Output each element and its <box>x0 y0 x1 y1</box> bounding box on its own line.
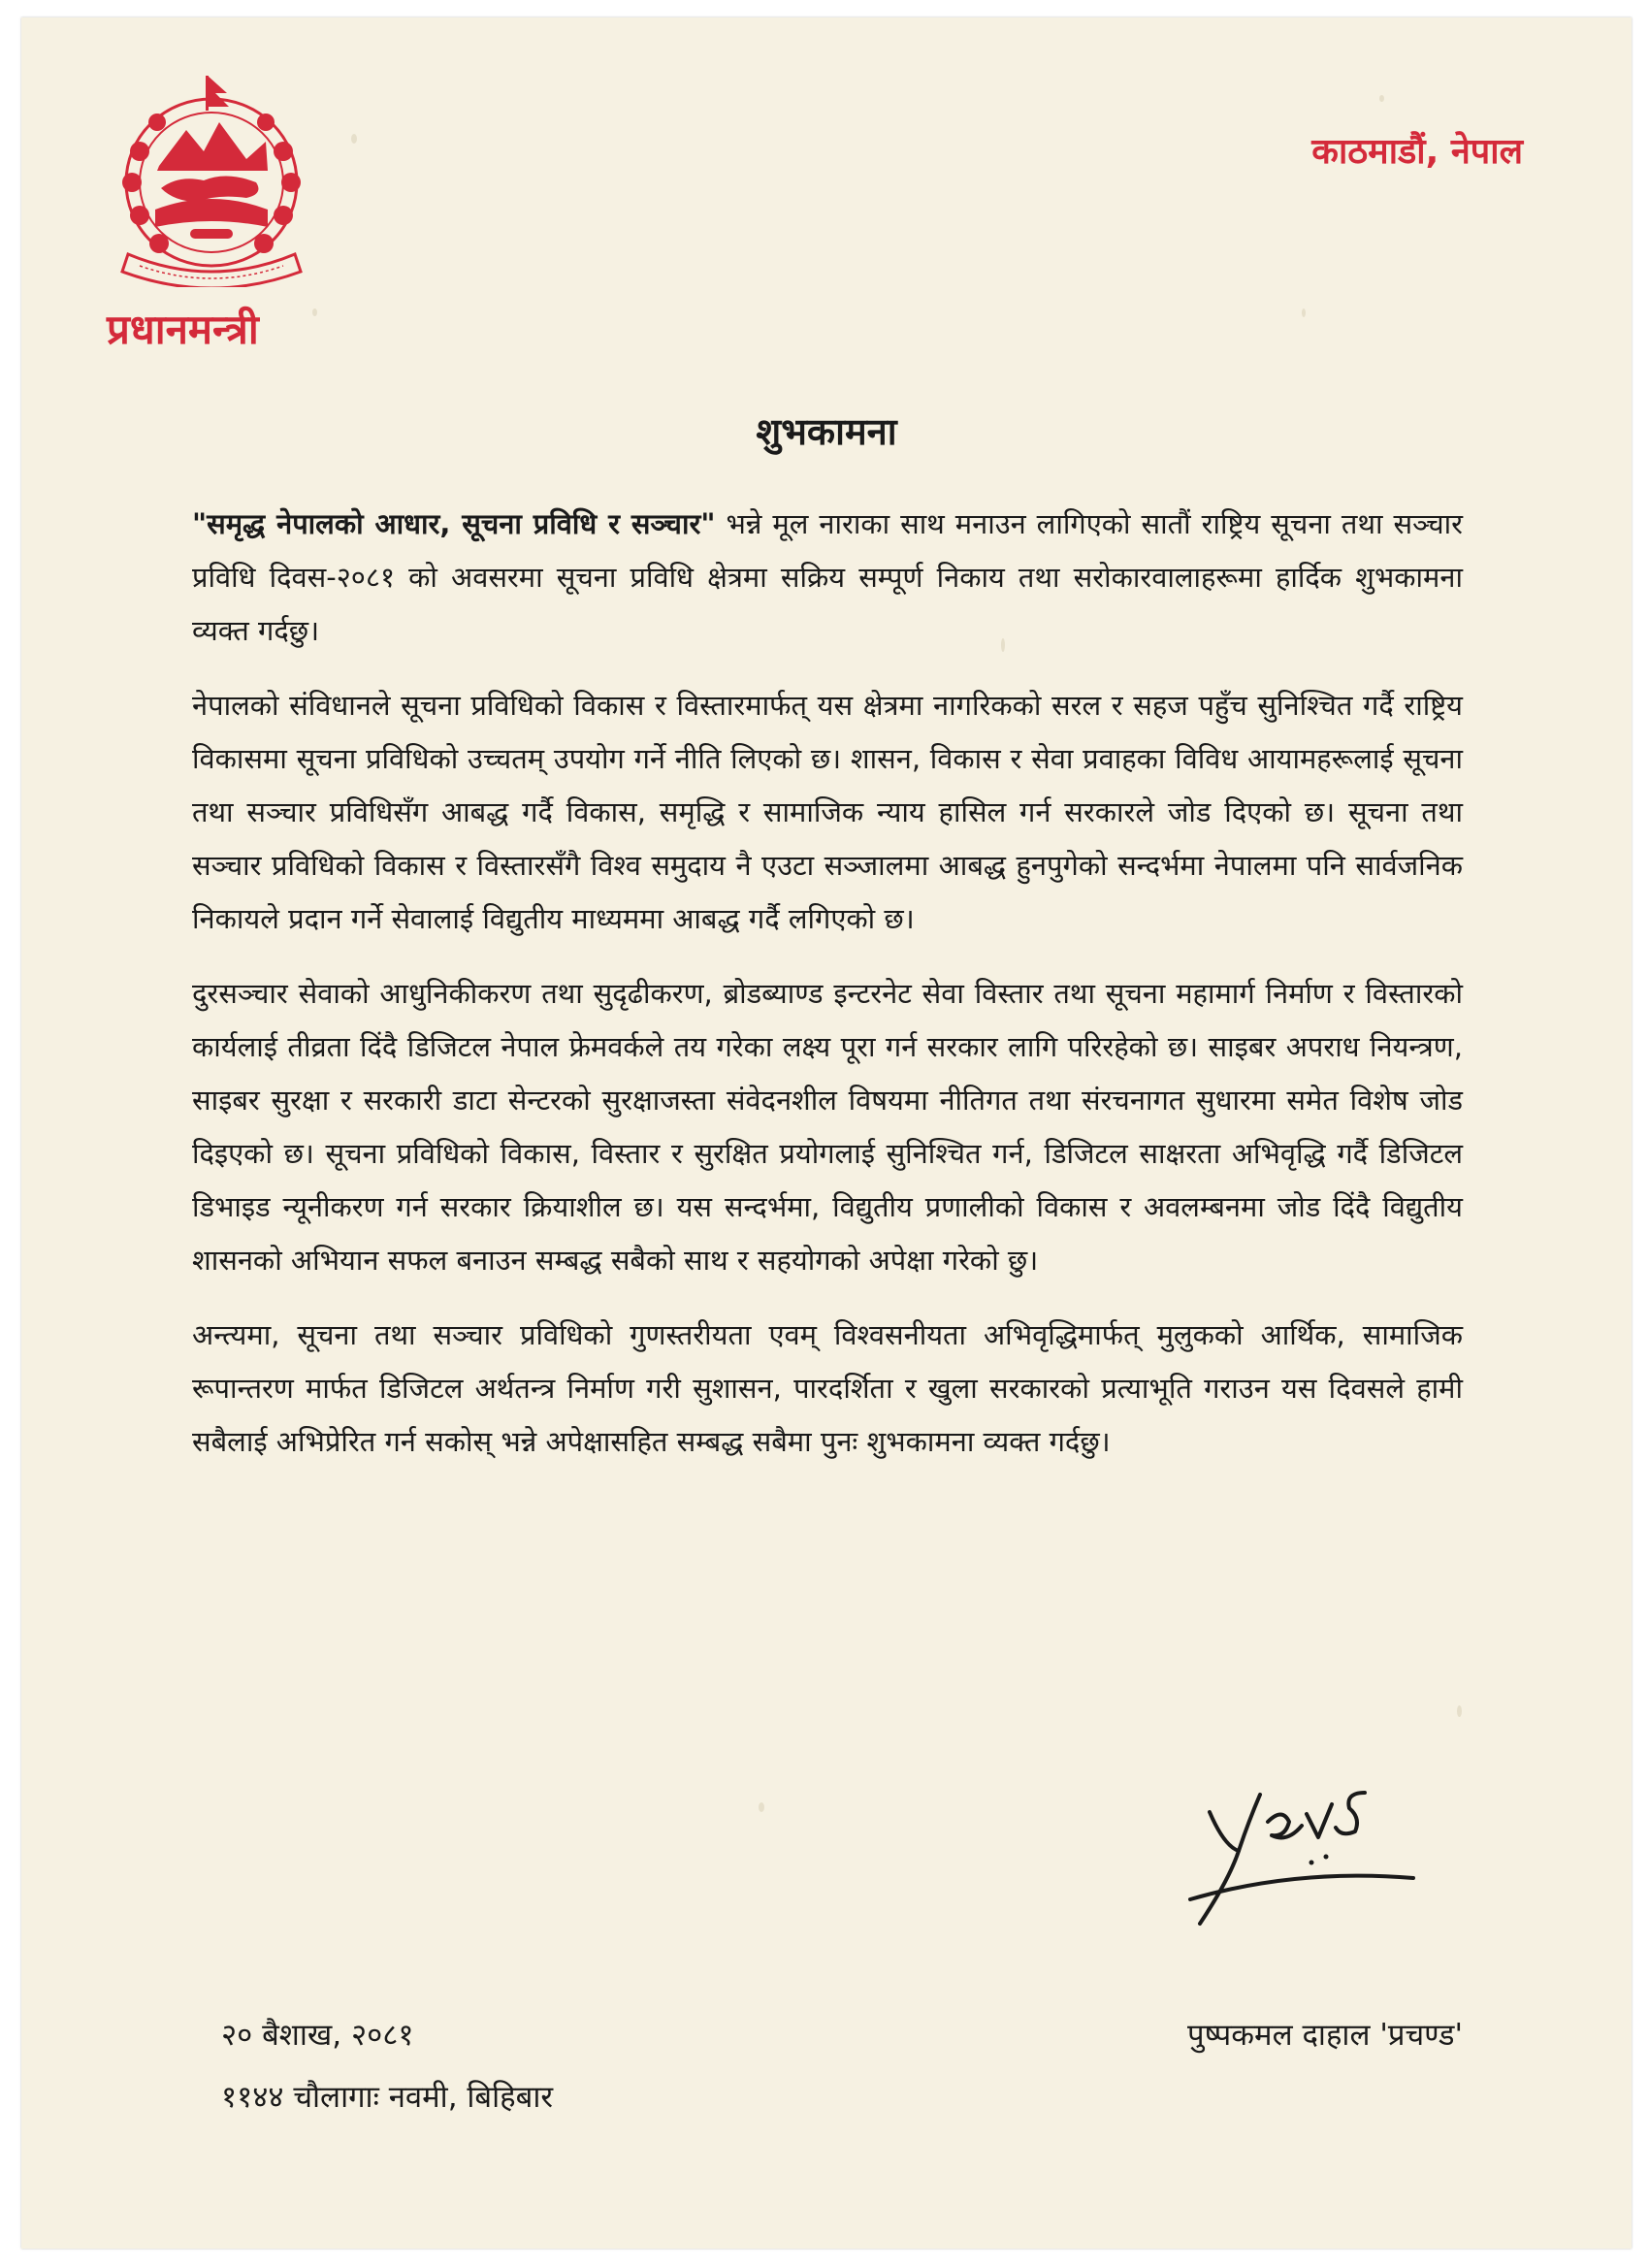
office-title: प्रधानमन्त्री <box>107 306 259 353</box>
paper-fleck <box>759 1802 764 1812</box>
nepal-emblem-icon <box>111 74 312 287</box>
letter-paragraph <box>192 498 1463 658</box>
letter-paragraph <box>192 679 1463 946</box>
letter-paragraph <box>192 1309 1463 1469</box>
paper-fleck <box>312 308 317 316</box>
paper-fleck <box>1457 1705 1462 1717</box>
letter-date-block <box>221 2004 553 2128</box>
campaign-slogan: "समृद्ध नेपालको आधार, सूचना प्रविधि र सञ्चार" <box>192 507 716 540</box>
paper-fleck <box>1379 95 1384 102</box>
paragraph-text: भन्ने मूल नाराका साथ मनाउन लागिएको सातौं राष्ट्रिय सूचना तथा सञ्चार प्रविधि दिवस-२०८१ को अवसरमा सूचना प्रविधि क्षेत्रमा सक्रिय सम्पूर्ण निकाय तथा सरोकारवालाहरूमा हार्दिक शुभकामना व्यक्त गर्दछु। <box>192 507 1463 647</box>
paper-fleck <box>1302 308 1306 317</box>
letter-body <box>192 498 1463 1490</box>
date-nepal-sambat: ११४४ चौलागाः नवमी, बिहिबार <box>221 2080 554 2115</box>
letter-heading: शुभकामना <box>756 410 897 453</box>
paragraph-text: नेपालको संविधानले सूचना प्रविधिको विकास र विस्तारमार्फत् यस क्षेत्रमा नागरिकको सरल र सहज पहुँच सुनिश्चित गर्दै राष्ट्रिय विकासमा सूचना प्रविधिको उच्चतम् उपयोग गर्ने नीति लिएको छ। शासन, विकास र सेवा प्रवाहका विविध आयामहरूलाई सूचना तथा सञ्चार प्रविधिसँग आबद्ध गर्दै विकास, समृद्धि र सामाजिक न्याय हासिल गर्न सरकारले जोड दिएको छ। सूचना तथा सञ्चार प्रविधिको विकास र विस्तारसँगै विश्व समुदाय नै एउटा सञ्जालमा आबद्ध हुनपुगेको सन्दर्भमा नेपालमा पनि सार्वजनिक निकायले प्रदान गर्ने सेवालाई विद्युतीय माध्यममा आबद्ध गर्दै लगिएको छ। <box>192 689 1463 935</box>
paragraph-text: दुरसञ्चार सेवाको आधुनिकीकरण तथा सुदृढीकरण, ब्रोडब्याण्ड इन्टरनेट सेवा विस्तार तथा सूचना महामार्ग निर्माण र विस्तारको कार्यलाई तीव्रता दिंदै डिजिटल नेपाल फ्रेमवर्कले तय गरेका लक्ष्य पूरा गर्न सरकार लागि परिरहेको छ। साइबर अपराध नियन्त्रण, साइबर सुरक्षा र सरकारी डाटा सेन्टरको सुरक्षाजस्ता संवेदनशील विषयमा नीतिगत तथा संरचनागत सुधारमा समेत विशेष जोड दिइएको छ। सूचना प्रविधिको विकास, विस्तार र सुरक्षित प्रयोगलाई सुनिश्चित गर्न, डिजिटल साक्षरता अभिवृद्धि गर्दै डिजिटल डिभाइड न्यूनीकरण गर्न सरकार क्रियाशील छ। यस सन्दर्भमा, विद्युतीय प्रणालीको विकास र अवलम्बनमा जोड दिंदै विद्युतीय शासनको अभियान सफल बनाउन सम्बद्ध सबैको साथ र सहयोगको अपेक्षा गरेको छु। <box>192 977 1463 1277</box>
signatory-name: पुष्पकमल दाहाल 'प्रचण्ड' <box>1187 2018 1463 2053</box>
letter-paragraph <box>192 967 1463 1287</box>
letter-location: काठमाडौं, नेपाल <box>1311 132 1523 172</box>
handwritten-signature-icon <box>1171 1754 1462 1938</box>
date-bikram-sambat: २० बैशाख, २०८१ <box>221 2018 414 2053</box>
paragraph-text: अन्त्यमा, सूचना तथा सञ्चार प्रविधिको गुणस्तरीयता एवम् विश्वसनीयता अभिवृद्धिमार्फत् मुलुकको आर्थिक, सामाजिक रूपान्तरण मार्फत डिजिटल अर्थतन्त्र निर्माण गरी सुशासन, पारदर्शिता र खुला सरकारको प्रत्याभूति गराउन यस दिवसले हामी सबैलाई अभिप्रेरित गर्न सकोस् भन्ने अपेक्षासहित सम्बद्ध सबैमा पुनः शुभकामना व्यक्त गर्दछु। <box>192 1318 1463 1458</box>
letter-paper <box>21 17 1632 2249</box>
paper-fleck <box>351 134 357 144</box>
